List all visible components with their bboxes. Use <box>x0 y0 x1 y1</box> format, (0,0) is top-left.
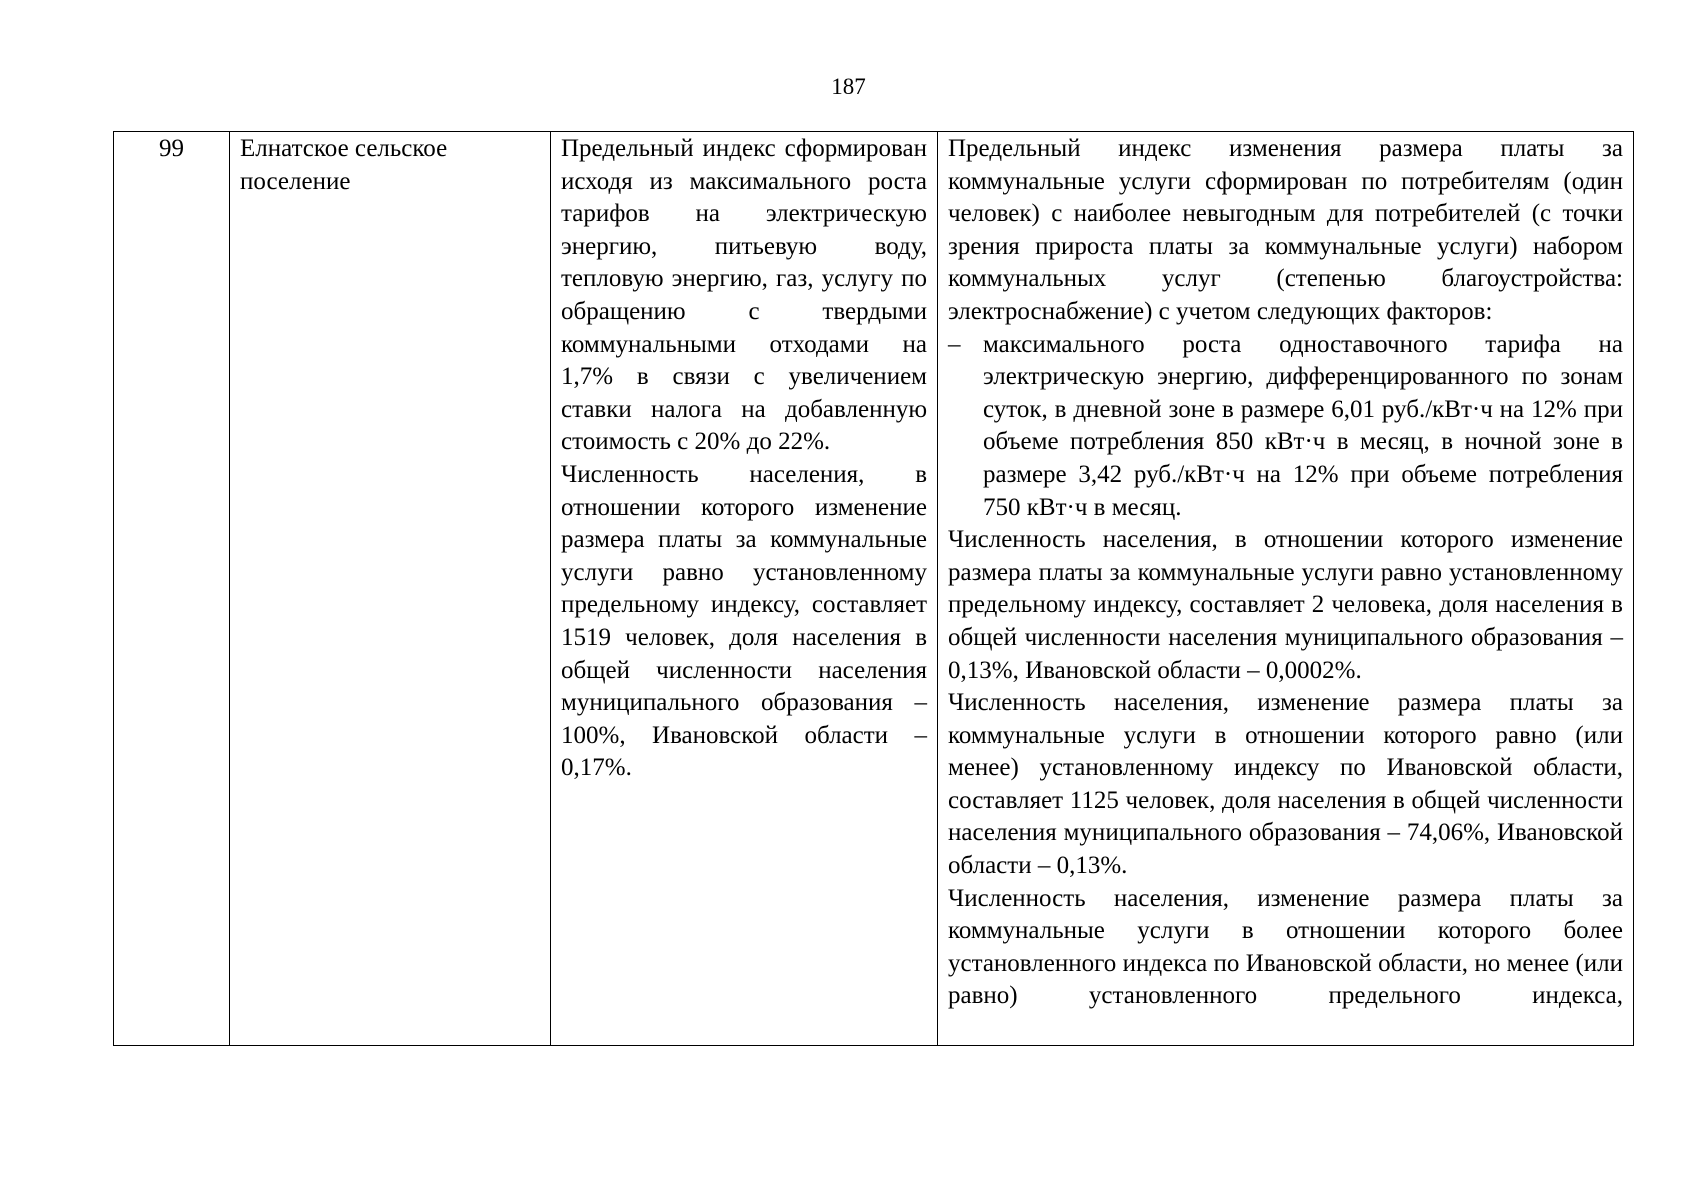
settlement-name-cell <box>230 132 551 1046</box>
row-number-cell <box>114 132 230 1046</box>
details-paragraph: Численность населения, в отношении которого изменение размера платы за коммунальные услуги равно установленному предельному индексу, составляет 2 человека, доля населения в общей численности населения муниципального образования – 0,13%, Ивановской области – 0,0002%. <box>948 526 1623 684</box>
row-number: 99 <box>159 135 184 162</box>
settlement-name: Елнатское сельское поселение <box>240 135 448 195</box>
details-paragraph: Численность населения, изменение размера платы за коммунальные услуги в отношении которого равно (или менее) установленному индексу по Ивановской области, составляет 1125 человек, доля населения в общей численности населения муниципального образования – 74,06%, Ивановской области – 0,13%. <box>948 689 1623 880</box>
factor-text: максимального роста одноставочного тарифа на электрическую энергию, дифференцированного по зонам суток, в дневной зоне в размере 6,01 руб./кВт·ч на 12% при объеме потребления 850 кВт·ч в месяц, в ночной зоне в размере 3,42 руб./кВт·ч на 12% при объеме потребления 750 кВт·ч в месяц. <box>983 330 1623 521</box>
index-basis-cell <box>551 132 938 1046</box>
details-paragraph: Численность населения, изменение размера платы за коммунальные услуги в отношении которого более установленного индекса по Ивановской области, но менее (или равно) установленного предельного индекса, <box>948 884 1623 1010</box>
list-dash: – <box>948 330 961 358</box>
basis-paragraph: Численность населения, в отношении которого изменение размера платы за коммунальные услуги равно установленному предельному индексу, составляет 1519 человек, доля населения в общей численности населения муниципального образования – 100%, Ивановской области – 0,17%. <box>561 460 927 782</box>
index-details-cell <box>938 132 1634 1046</box>
basis-paragraph: Предельный индекс сформирован исходя из максимального роста тарифов на электрическую энергию, питьевую воду, тепловую энергию, газ, услугу по обращению с твердыми коммунальными отходами на 1,7% в связи с увеличением ставки налога на добавленную стоимость с 20% до 22%. <box>561 135 927 456</box>
tariff-index-table <box>113 131 1634 1046</box>
details-intro: Предельный индекс изменения размера платы за коммунальные услуги сформирован по потребителям (один человек) с наиболее невыгодным для потребителей (с точки зрения прироста платы за коммунальные услуги) набором коммунальных услуг (степенью благоустройства: электроснабжение) с учетом следующих факторов: <box>948 135 1623 325</box>
page-number: 187 <box>831 74 866 99</box>
table-row <box>114 132 1634 1046</box>
factor-list-item <box>948 329 1623 525</box>
